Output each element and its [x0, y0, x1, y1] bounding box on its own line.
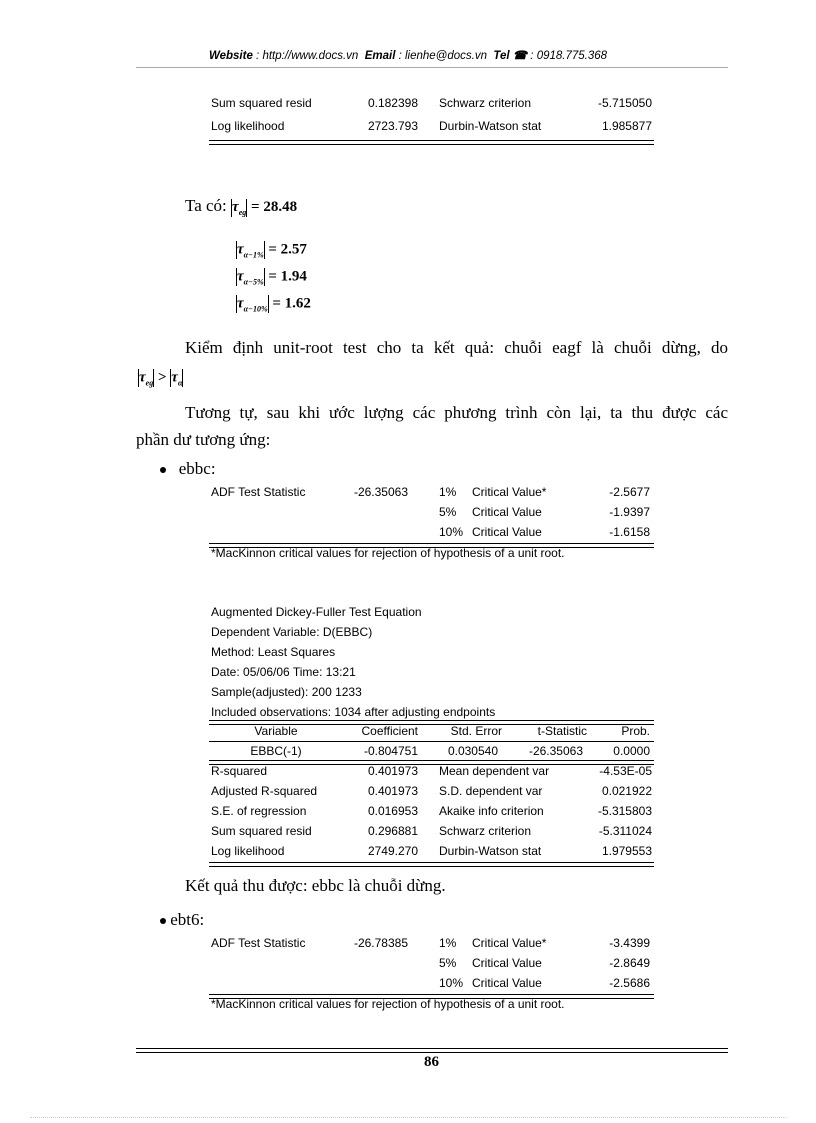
crit-label: Critical Value*	[472, 485, 547, 499]
taco-line	[185, 196, 297, 217]
stat-label: Sum squared resid	[211, 824, 312, 838]
website-label: Website	[208, 50, 253, 62]
col-header: Prob.	[621, 724, 650, 738]
series-name: ebt6:	[170, 910, 205, 929]
stat-label: Sum squared resid	[211, 96, 312, 110]
bullet-ebbc	[160, 459, 216, 479]
crit-pct: 10%	[439, 976, 464, 990]
table-double-rule	[209, 862, 654, 867]
alpha-subscript: α−5%	[243, 277, 264, 287]
crit-value: -3.4399	[609, 936, 650, 950]
adf-label: ADF Test Statistic	[211, 485, 306, 499]
paragraph-1-line-1: Kiểm định unit-root test cho ta kết quả: chuỗi eagf là chuỗi dừng, do	[185, 338, 728, 357]
stat-value: -5.311024	[598, 824, 652, 838]
stat-value: 1.979553	[601, 844, 652, 858]
footnote: *MacKinnon critical values for rejection of hypothesis of a unit root.	[211, 546, 565, 560]
critical-alpha-10: $\tau_{\alpha-10\%} = 1.62$	[237, 295, 311, 314]
page-number: 86	[424, 1054, 439, 1070]
crit-label: Critical Value*	[472, 936, 547, 950]
stat-label: R-squared	[211, 764, 268, 778]
paragraph-2-line-1: Tương tự, sau khi ước lượng các phương trình còn lại, ta thu được các	[185, 403, 728, 422]
crit-value: -1.6158	[609, 525, 650, 539]
bullet-icon	[160, 467, 166, 473]
stat-label: Akaike info criterion	[439, 804, 544, 818]
col-header: Std. Error	[450, 724, 502, 738]
crit-value: -2.8649	[609, 956, 650, 970]
footnote: *MacKinnon critical values for rejection of hypothesis of a unit root.	[211, 997, 565, 1011]
tau-value: 28.48	[263, 199, 298, 215]
bullet-icon	[160, 918, 166, 924]
tau-subscript: eg	[238, 208, 247, 217]
tau-comparison: $\tau_{eg} > \tau_\alpha$	[139, 369, 183, 388]
stat-value: 2749.270	[367, 844, 418, 858]
email-address[interactable]: lienhe@docs.vn	[404, 50, 487, 62]
crit-label: Critical Value	[472, 525, 542, 539]
stat-value: -5.715050	[597, 96, 652, 110]
header-sep: :	[252, 50, 263, 62]
paragraph-2-line-2: phần dư tương ứng:	[136, 430, 271, 449]
alpha-value: 2.57	[280, 241, 307, 258]
info-line: Included observations: 1034 after adjusting endpoints	[211, 705, 496, 719]
stat-label: Log likelihood	[211, 844, 285, 858]
alpha-value: 1.94	[280, 268, 307, 285]
coef-value: -0.804751	[363, 744, 418, 758]
website-url[interactable]: http://www.docs.vn	[262, 50, 359, 62]
info-line: Method: Least Squares	[211, 645, 336, 659]
header-sep: :	[395, 50, 405, 62]
col-header: Variable	[254, 724, 298, 738]
coef-prob: 0.0000	[613, 744, 650, 758]
alpha-subscript: α−1%	[243, 250, 264, 260]
stat-value: -5.315803	[597, 804, 652, 818]
stat-value: 0.401973	[367, 764, 418, 778]
coef-var: EBBC(-1)	[250, 744, 302, 758]
tau-subscript: α	[177, 378, 183, 388]
coef-stderr: 0.030540	[447, 744, 498, 758]
coef-tstat: -26.35063	[528, 744, 583, 758]
info-line: Augmented Dickey-Fuller Test Equation	[211, 605, 422, 619]
stat-label: Mean dependent var	[439, 764, 550, 778]
crit-pct: 10%	[439, 525, 464, 539]
adf-label: ADF Test Statistic	[211, 936, 306, 950]
alpha-subscript: α−10%	[243, 304, 268, 314]
crit-label: Critical Value	[472, 976, 542, 990]
stat-label: S.D. dependent var	[439, 784, 543, 798]
tau-eg-abs: $\tau_{eg} = 28.48$	[232, 199, 298, 217]
stat-label: Schwarz criterion	[439, 96, 532, 110]
tel-label: Tel	[493, 50, 510, 62]
stat-value: 0.296881	[367, 824, 418, 838]
series-name: ebbc:	[178, 459, 216, 478]
crit-value: -2.5686	[609, 976, 650, 990]
stat-label: S.E. of regression	[211, 804, 307, 818]
col-header: Coefficient	[361, 724, 418, 738]
crit-label: Critical Value	[472, 956, 542, 970]
table-double-rule	[209, 140, 654, 145]
page-header	[0, 48, 816, 62]
stat-label: Adjusted R-squared	[211, 784, 318, 798]
stat-value: 0.016953	[367, 804, 418, 818]
page-edge-dots	[30, 1117, 786, 1118]
stat-value: 0.021922	[601, 784, 652, 798]
critical-alpha-5: $\tau_{\alpha-5\%} = 1.94$	[237, 268, 307, 287]
col-header: t-Statistic	[537, 724, 587, 738]
stat-label: Durbin-Watson stat	[439, 119, 542, 133]
footer-double-rule	[136, 1048, 728, 1053]
adf-value: -26.35063	[353, 485, 408, 499]
adf-value: -26.78385	[353, 936, 408, 950]
bullet-ebt6	[160, 910, 204, 930]
crit-pct: 5%	[439, 956, 457, 970]
comparison-operator: >	[157, 369, 167, 386]
stat-label: Log likelihood	[211, 119, 285, 133]
ebbc-result: Kết quả thu được: ebbc là chuỗi dừng.	[185, 876, 446, 895]
stat-value: 0.401973	[367, 784, 418, 798]
alpha-value: 1.62	[284, 295, 311, 312]
info-line: Date: 05/06/06 Time: 13:21	[211, 665, 356, 679]
phone-icon: ☎	[512, 50, 528, 62]
info-line: Dependent Variable: D(EBBC)	[211, 625, 373, 639]
crit-pct: 5%	[439, 505, 457, 519]
email-label: Email	[364, 50, 396, 62]
crit-pct: 1%	[439, 485, 457, 499]
crit-label: Critical Value	[472, 505, 542, 519]
stat-value: 0.182398	[367, 96, 418, 110]
stat-value: -4.53E-05	[599, 764, 652, 778]
taco-prefix: Ta có:	[185, 196, 227, 215]
critical-alpha-1: $\tau_{\alpha-1\%} = 2.57$	[237, 241, 307, 260]
stat-label: Schwarz criterion	[439, 824, 532, 838]
header-rule	[136, 67, 728, 68]
stat-label: Durbin-Watson stat	[439, 844, 542, 858]
info-line: Sample(adjusted): 200 1233	[211, 685, 362, 699]
stat-value: 2723.793	[367, 119, 418, 133]
tau-subscript: eg	[145, 378, 154, 388]
crit-value: -1.9397	[609, 505, 650, 519]
crit-pct: 1%	[439, 936, 457, 950]
tel-number: : 0918.775.368	[527, 50, 608, 62]
crit-value: -2.5677	[609, 485, 650, 499]
stat-value: 1.985877	[601, 119, 652, 133]
